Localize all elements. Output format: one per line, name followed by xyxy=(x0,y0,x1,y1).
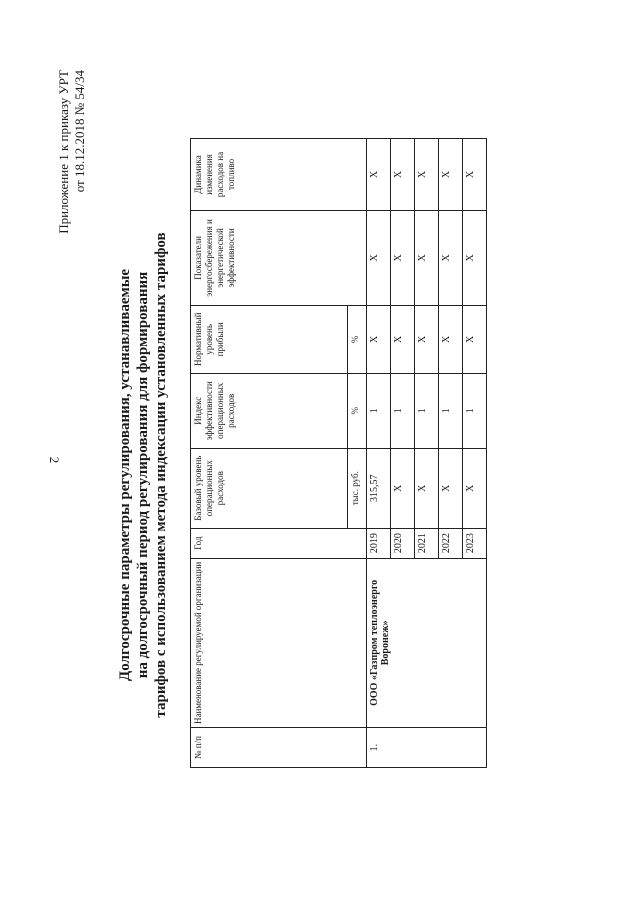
appendix-line-1: Приложение 1 к приказу УРТ xyxy=(56,70,71,234)
row-index: 1 xyxy=(415,373,439,448)
title-line-3: тарифов с использованием метода индексации установленных тарифов xyxy=(153,232,169,718)
unit-index: % xyxy=(348,373,367,448)
row-profit: X xyxy=(367,305,391,373)
table-row xyxy=(367,139,391,768)
header-year: Год xyxy=(191,528,367,558)
row-year: 2022 xyxy=(439,528,463,558)
row-energy: X xyxy=(391,210,415,305)
row-fuel: X xyxy=(367,139,391,211)
title-line-2: на долгосрочный период регулирования для формирования xyxy=(135,271,151,679)
header-fuel: Динамика изменения расходов на топливо xyxy=(191,139,367,211)
page-number: 2 xyxy=(47,456,62,464)
row-energy: X xyxy=(463,210,487,305)
row-energy: X xyxy=(439,210,463,305)
unit-profit: % xyxy=(348,305,367,373)
appendix-note xyxy=(56,70,88,234)
appendix-line-2: от 18.12.2018 № 54/34 xyxy=(72,70,87,193)
row-index: 1 xyxy=(391,373,415,448)
row-profit: X xyxy=(439,305,463,373)
row-fuel: X xyxy=(391,139,415,211)
row-year: 2023 xyxy=(463,528,487,558)
unit-base: тыс. руб. xyxy=(348,448,367,528)
row-profit: X xyxy=(391,305,415,373)
header-energy: Показатели энергосбережения и энергетической эффективности xyxy=(191,210,367,305)
row-fuel: X xyxy=(415,139,439,211)
row-fuel: X xyxy=(463,139,487,211)
row-year: 2019 xyxy=(367,528,391,558)
row-energy: X xyxy=(367,210,391,305)
header-num: № п/п xyxy=(191,728,367,768)
header-org: Наименование регулируемой организации xyxy=(191,558,367,727)
row-year: 2021 xyxy=(415,528,439,558)
organization-name: ООО «Газпром теплоэнерго Воронеж» xyxy=(367,558,487,727)
table-header-row xyxy=(191,139,348,768)
row-fuel: X xyxy=(439,139,463,211)
row-profit: X xyxy=(463,305,487,373)
row-base: X xyxy=(415,448,439,528)
parameters-table xyxy=(190,138,487,768)
header-base: Базовый уровень операционных расходов xyxy=(191,448,348,528)
row-index: 1 xyxy=(463,373,487,448)
row-base: X xyxy=(391,448,415,528)
row-year: 2020 xyxy=(391,528,415,558)
row-base: X xyxy=(463,448,487,528)
row-energy: X xyxy=(415,210,439,305)
row-profit: X xyxy=(415,305,439,373)
row-index: 1 xyxy=(367,373,391,448)
row-base: X xyxy=(439,448,463,528)
row-base: 315,57 xyxy=(367,448,391,528)
header-profit: Нормативный уровень прибыли xyxy=(191,305,348,373)
header-index: Индекс эффективности операционных расходов xyxy=(191,373,348,448)
row-number: 1. xyxy=(367,728,487,768)
row-index: 1 xyxy=(439,373,463,448)
title-line-1: Долгосрочные параметры регулирования, устанавливаемые xyxy=(117,268,133,682)
document-title xyxy=(116,195,170,755)
